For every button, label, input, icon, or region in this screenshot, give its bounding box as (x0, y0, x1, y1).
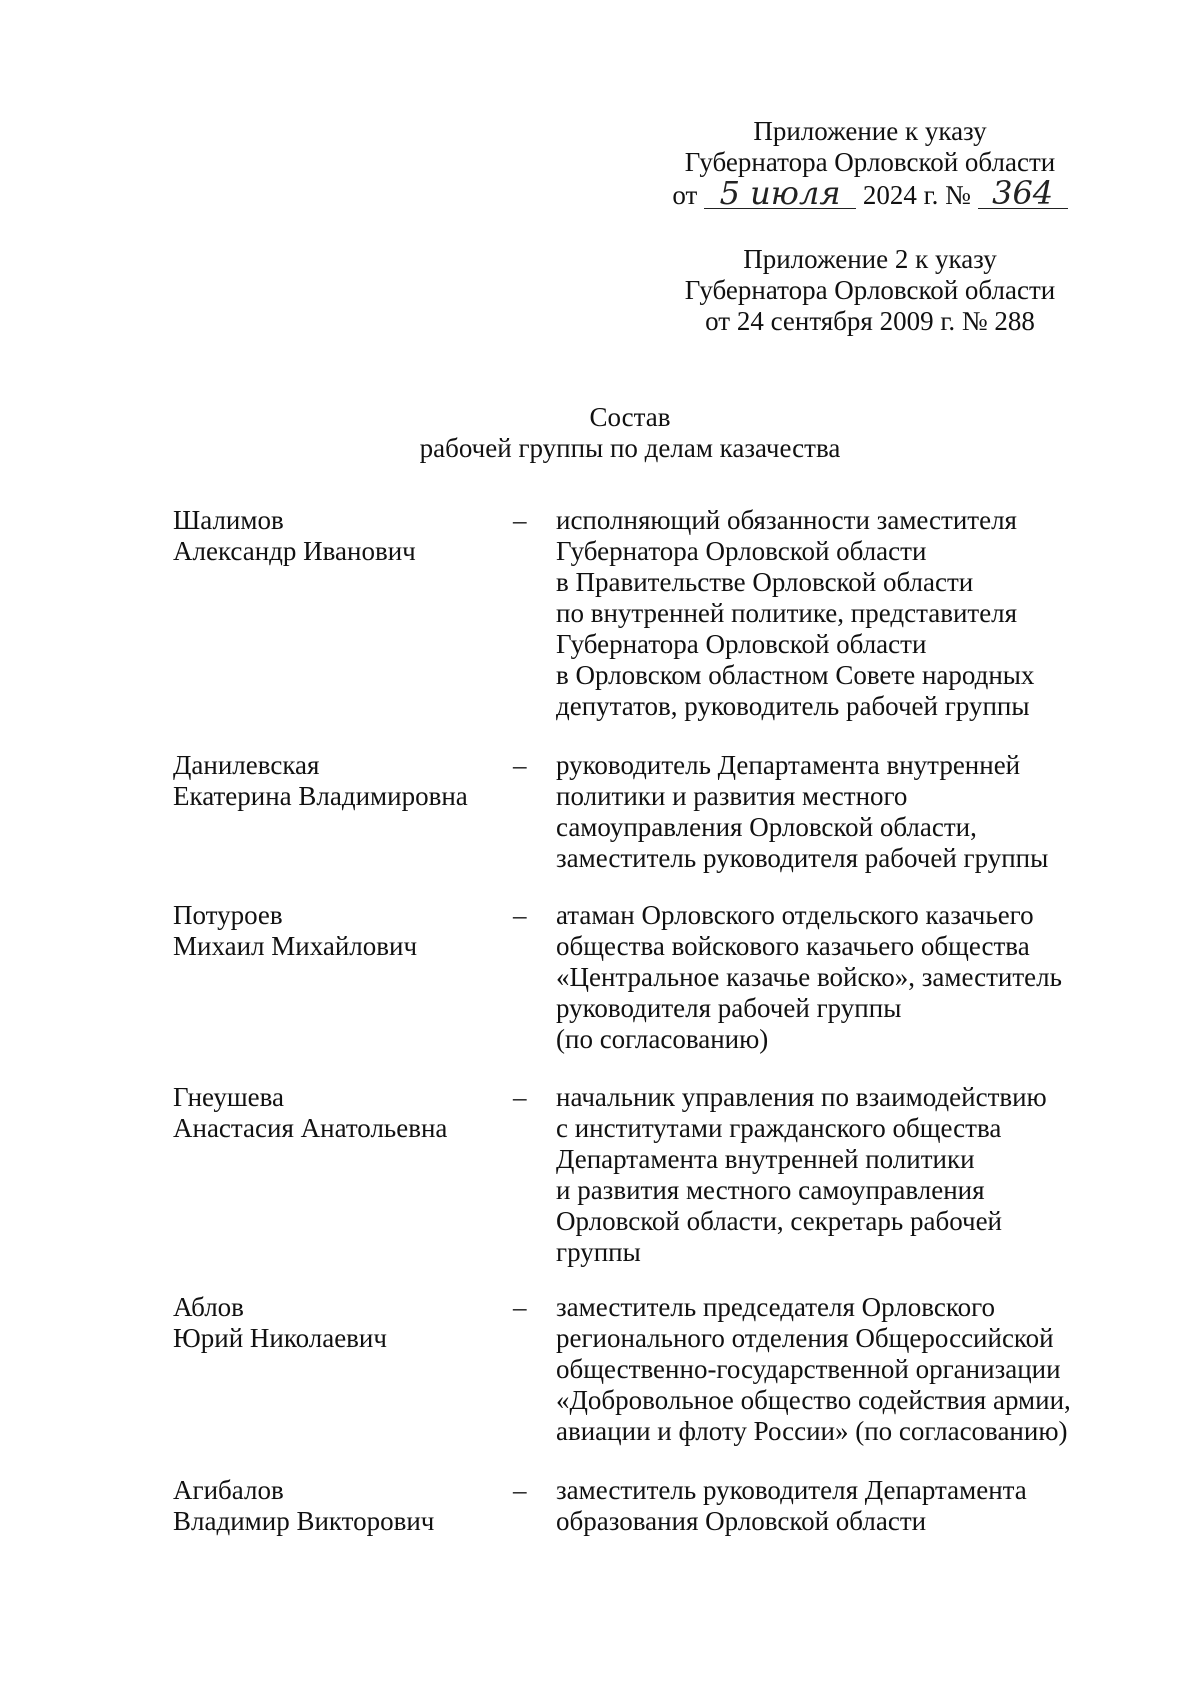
member-surname: Агибалов (173, 1475, 284, 1505)
member-given-name: Екатерина Владимировна (173, 781, 468, 811)
member-given-name: Владимир Викторович (173, 1506, 435, 1536)
member-name (173, 1292, 503, 1354)
member-dash: – (513, 750, 527, 780)
handwritten-date: 5 июля (704, 178, 856, 209)
member-surname: Гнеушева (173, 1082, 284, 1112)
member-name (173, 505, 503, 567)
document-title (360, 402, 900, 464)
member-role-line: регионального отделения Общероссийской (556, 1323, 1054, 1353)
member-surname: Потуроев (173, 900, 283, 930)
handwritten-number: 364 (978, 178, 1068, 209)
member-role-line: общества войскового казачьего общества (556, 931, 1030, 961)
member-given-name: Юрий Николаевич (173, 1323, 387, 1353)
member-role-line: Губернатора Орловской области (556, 629, 927, 659)
member-surname: Шалимов (173, 505, 284, 535)
year-suffix: 2024 г. № (862, 180, 971, 210)
member-surname: Аблов (173, 1292, 244, 1322)
member-role-line: исполняющий обязанности заместителя (556, 505, 1017, 535)
member-name (173, 1082, 503, 1144)
member-role-line: авиации и флоту России» (по согласованию) (556, 1416, 1068, 1446)
member-role-line: «Центральное казачье войско», заместитель (556, 962, 1062, 992)
appendix-original-line1: Приложение 2 к указу (743, 244, 997, 274)
member-role (556, 505, 1096, 722)
member-dash: – (513, 1082, 527, 1112)
member-role-line: по внутренней политике, представителя (556, 598, 1018, 628)
member-role-line: образования Орловской области (556, 1506, 927, 1536)
member-dash: – (513, 1292, 527, 1322)
member-given-name: Михаил Михайлович (173, 931, 418, 961)
member-name (173, 750, 503, 812)
appendix-current-block (640, 116, 1100, 211)
appendix-original-line3: от 24 сентября 2009 г. № 288 (705, 306, 1035, 336)
date-prefix: от (672, 180, 698, 210)
appendix-current-date-line (640, 174, 1100, 212)
member-dash: – (513, 900, 527, 930)
member-surname: Данилевская (173, 750, 320, 780)
member-role (556, 1082, 1096, 1268)
member-role-line: группы (556, 1237, 641, 1267)
member-name (173, 900, 503, 962)
member-given-name: Анастасия Анатольевна (173, 1113, 448, 1143)
member-role-line: Департамента внутренней политики (556, 1144, 975, 1174)
title-line2: рабочей группы по делам казачества (419, 433, 841, 463)
member-role-line: «Добровольное общество содействия армии, (556, 1385, 1071, 1415)
member-role-line: в Орловском областном Совете народных (556, 660, 1035, 690)
member-role-line: самоуправления Орловской области, (556, 812, 977, 842)
appendix-current-line2: Губернатора Орловской области (684, 147, 1056, 177)
member-given-name: Александр Иванович (173, 536, 416, 566)
title-line1: Состав (589, 402, 671, 432)
member-role-line: депутатов, руководитель рабочей группы (556, 691, 1030, 721)
member-name (173, 1475, 503, 1537)
member-role-line: в Правительстве Орловской области (556, 567, 974, 597)
member-role-line: руководитель Департамента внутренней (556, 750, 1021, 780)
member-role-line: Орловской области, секретарь рабочей (556, 1206, 1003, 1236)
member-role (556, 900, 1096, 1055)
member-role (556, 750, 1096, 874)
member-role (556, 1475, 1096, 1537)
appendix-original-block (640, 244, 1100, 337)
member-dash: – (513, 505, 527, 535)
member-role-line: (по согласованию) (556, 1024, 769, 1054)
member-role-line: и развития местного самоуправления (556, 1175, 985, 1205)
member-role-line: руководителя рабочей группы (556, 993, 902, 1023)
member-role-line: общественно-государственной организации (556, 1354, 1061, 1384)
appendix-original-line2: Губернатора Орловской области (684, 275, 1056, 305)
member-role-line: политики и развития местного (556, 781, 908, 811)
appendix-current-line1: Приложение к указу (753, 116, 987, 146)
member-role-line: начальник управления по взаимодействию (556, 1082, 1047, 1112)
member-role-line: заместитель руководителя рабочей группы (556, 843, 1049, 873)
member-role-line: заместитель руководителя Департамента (556, 1475, 1027, 1505)
member-dash: – (513, 1475, 527, 1505)
member-role-line: атаман Орловского отдельского казачьего (556, 900, 1034, 930)
member-role-line: с институтами гражданского общества (556, 1113, 1002, 1143)
member-role-line: Губернатора Орловской области (556, 536, 927, 566)
member-role-line: заместитель председателя Орловского (556, 1292, 995, 1322)
member-role (556, 1292, 1096, 1447)
